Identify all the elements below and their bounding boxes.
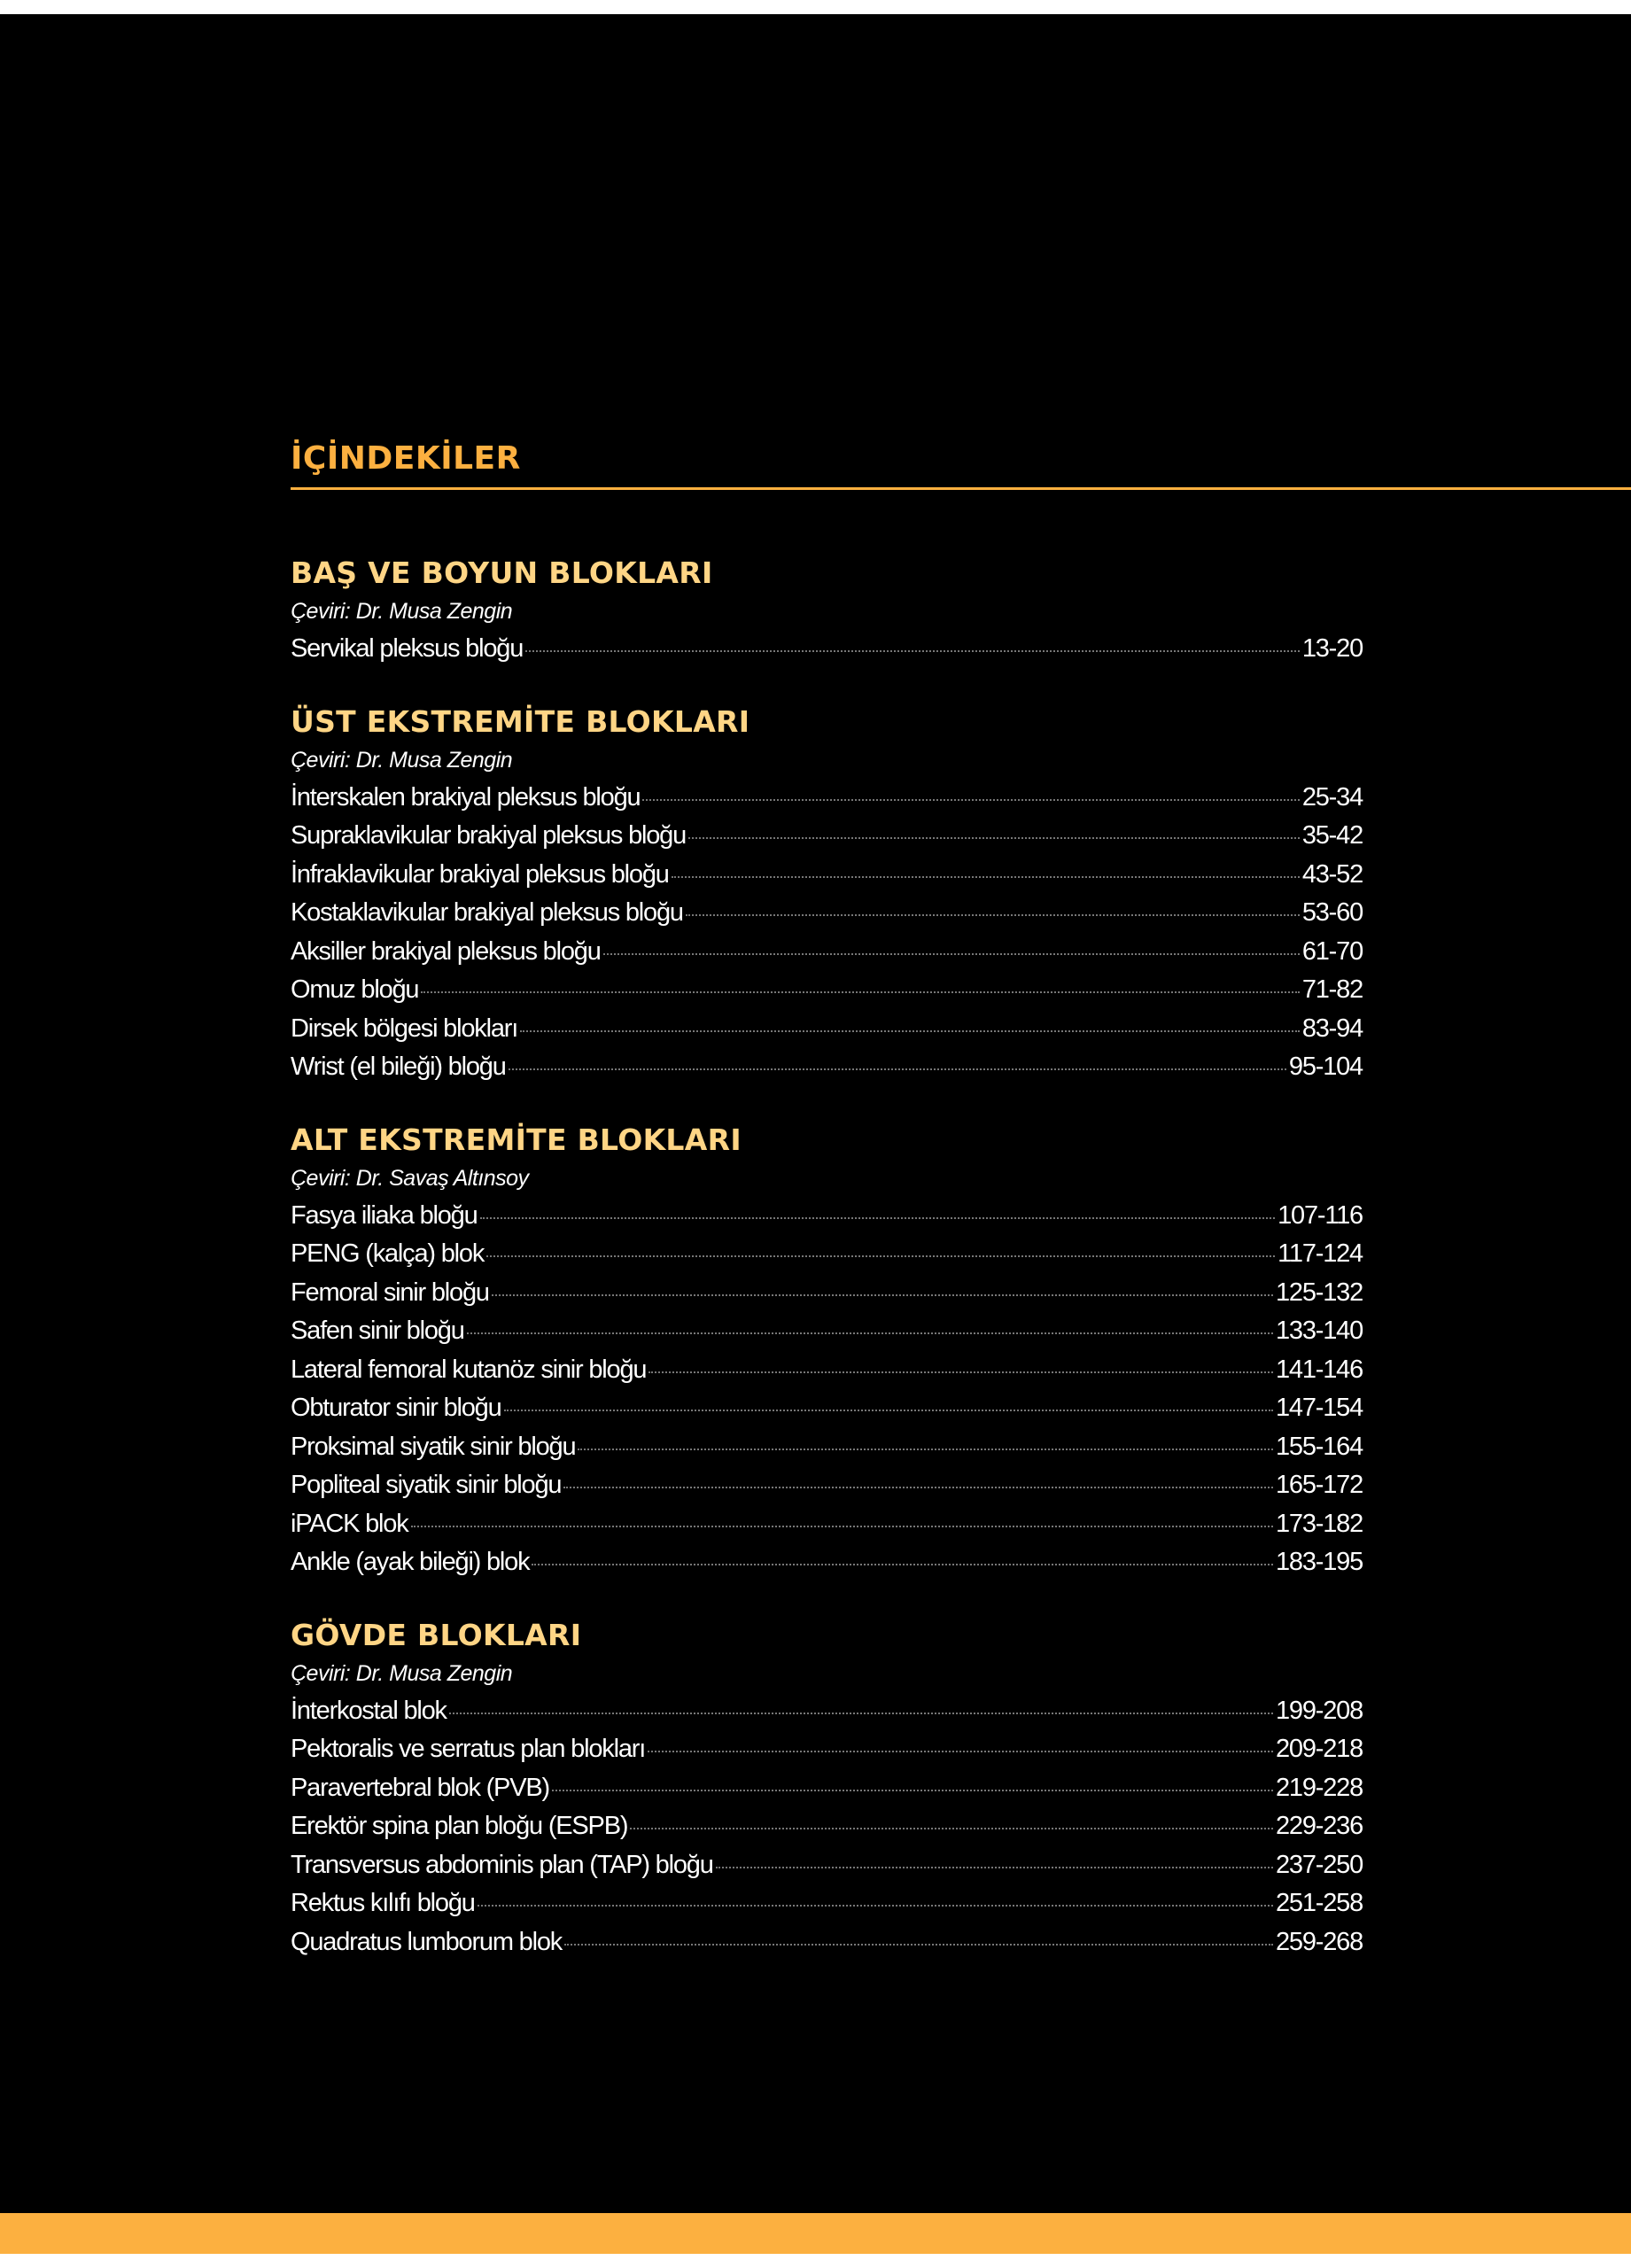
toc-entry-title: Safen sinir bloğu bbox=[291, 1317, 464, 1345]
toc-entry-title: İnfraklavikular brakiyal pleksus bloğu bbox=[291, 859, 669, 889]
dot-leader bbox=[449, 1713, 1273, 1714]
toc-entry-pages: 251-258 bbox=[1275, 1889, 1363, 1917]
dot-leader bbox=[688, 837, 1300, 839]
toc-entry-pages: 125-132 bbox=[1275, 1278, 1363, 1307]
toc-entry-pages: 133-140 bbox=[1275, 1317, 1363, 1345]
toc-entry-title: Ankle (ayak bileği) blok bbox=[291, 1548, 530, 1576]
toc-entry-pages: 259-268 bbox=[1275, 1927, 1363, 1956]
toc-entry-title: Wrist (el bileği) bloğu bbox=[291, 1052, 506, 1081]
toc-entry-title: Supraklavikular brakiyal pleksus bloğu bbox=[291, 821, 687, 850]
toc-entry-pages: 71-82 bbox=[1301, 975, 1363, 1004]
toc-entry-title: Servikal pleksus bloğu bbox=[291, 634, 524, 663]
footer-accent-band bbox=[0, 2213, 1631, 2254]
section-heading: ALT EKSTREMİTE BLOKLARI bbox=[291, 1122, 742, 1157]
toc-entry-pages: 237-250 bbox=[1275, 1850, 1363, 1879]
title-underline bbox=[291, 487, 1631, 490]
toc-entry-pages: 183-195 bbox=[1275, 1548, 1363, 1576]
toc-entry-title: Paravertebral blok (PVB) bbox=[291, 1773, 549, 1802]
dot-leader bbox=[525, 650, 1300, 652]
toc-entry-pages: 155-164 bbox=[1275, 1432, 1363, 1461]
dot-leader bbox=[478, 1905, 1273, 1907]
dot-leader bbox=[492, 1294, 1273, 1296]
toc-entry-title: Dirsek bölgesi blokları bbox=[291, 1014, 518, 1043]
toc-entry-pages: 173-182 bbox=[1275, 1509, 1363, 1538]
dot-leader bbox=[649, 1371, 1273, 1373]
toc-entry[interactable] bbox=[291, 1697, 1363, 1736]
toc-entry-title: Proksimal siyatik sinir bloğu bbox=[291, 1432, 576, 1461]
dot-leader bbox=[504, 1410, 1273, 1411]
section-heading: ÜST EKSTREMİTE BLOKLARI bbox=[291, 703, 750, 739]
toc-entry-pages: 25-34 bbox=[1301, 782, 1363, 812]
toc-entry-title: Rektus kılıfı bloğu bbox=[291, 1889, 475, 1917]
dot-leader bbox=[642, 799, 1299, 801]
table-of-contents bbox=[291, 551, 1363, 1992]
toc-entry-pages: 147-154 bbox=[1275, 1394, 1363, 1422]
toc-entry[interactable] bbox=[291, 1278, 1363, 1317]
toc-section bbox=[291, 1613, 1363, 1967]
toc-entry-title: Transversus abdominis plan (TAP) bloğu bbox=[291, 1850, 713, 1879]
dot-leader bbox=[520, 1030, 1300, 1032]
toc-entry-title: Femoral sinir bloğu bbox=[291, 1278, 489, 1307]
toc-entry-title: İnterskalen brakiyal pleksus bloğu bbox=[291, 782, 641, 812]
toc-entry-pages: 61-70 bbox=[1301, 936, 1363, 966]
dot-leader bbox=[578, 1449, 1273, 1450]
dot-leader bbox=[630, 1828, 1273, 1829]
toc-entry-pages: 141-146 bbox=[1275, 1355, 1363, 1384]
toc-entry-title: Pektoralis ve serratus plan blokları bbox=[291, 1735, 646, 1763]
toc-entry[interactable] bbox=[291, 1239, 1363, 1278]
translator-credit: Çeviri: Dr. Musa Zengin bbox=[291, 747, 513, 773]
dot-leader bbox=[509, 1068, 1286, 1070]
toc-entry-pages: 219-228 bbox=[1275, 1773, 1363, 1802]
dot-leader bbox=[563, 1487, 1273, 1488]
toc-entry[interactable] bbox=[291, 937, 1363, 976]
toc-section bbox=[291, 1118, 1363, 1587]
toc-entry-title: Lateral femoral kutanöz sinir bloğu bbox=[291, 1355, 647, 1384]
toc-entry-pages: 165-172 bbox=[1275, 1471, 1363, 1499]
toc-entry-pages: 43-52 bbox=[1301, 859, 1363, 889]
dot-leader bbox=[603, 953, 1300, 955]
translator-credit: Çeviri: Dr. Savaş Altınsoy bbox=[291, 1165, 529, 1191]
toc-entry[interactable] bbox=[291, 1851, 1363, 1890]
page-title: İÇİNDEKİLER bbox=[291, 440, 521, 477]
toc-entry[interactable] bbox=[291, 1889, 1363, 1928]
toc-entry[interactable] bbox=[291, 1052, 1363, 1091]
toc-entry-title: Omuz bloğu bbox=[291, 975, 419, 1004]
toc-entry-pages: 107-116 bbox=[1278, 1200, 1363, 1230]
toc-entry[interactable] bbox=[291, 1433, 1363, 1472]
dot-leader bbox=[467, 1332, 1273, 1334]
toc-entry-pages: 53-60 bbox=[1301, 898, 1363, 927]
toc-entry[interactable] bbox=[291, 634, 1363, 673]
toc-entry-list bbox=[291, 634, 1363, 673]
dot-leader bbox=[486, 1255, 1275, 1257]
toc-entry-pages: 199-208 bbox=[1275, 1696, 1363, 1725]
toc-entry-title: Fasya iliaka bloğu bbox=[291, 1200, 478, 1230]
toc-entry-pages: 13-20 bbox=[1301, 634, 1363, 663]
dot-leader bbox=[411, 1526, 1273, 1527]
toc-entry-list bbox=[291, 1697, 1363, 1967]
toc-entry[interactable] bbox=[291, 1812, 1363, 1851]
toc-entry-list bbox=[291, 783, 1363, 1091]
dot-leader bbox=[480, 1217, 1276, 1219]
dot-leader bbox=[421, 991, 1299, 993]
dot-leader bbox=[564, 1944, 1273, 1946]
section-heading: BAŞ VE BOYUN BLOKLARI bbox=[291, 555, 713, 590]
dot-leader bbox=[716, 1867, 1273, 1868]
toc-entry-pages: 95-104 bbox=[1288, 1052, 1363, 1081]
toc-entry[interactable] bbox=[291, 1355, 1363, 1394]
toc-entry[interactable] bbox=[291, 1394, 1363, 1433]
dot-leader bbox=[672, 876, 1300, 878]
toc-entry[interactable] bbox=[291, 1014, 1363, 1053]
toc-entry[interactable] bbox=[291, 898, 1363, 937]
toc-entry[interactable] bbox=[291, 1548, 1363, 1587]
toc-entry-pages: 35-42 bbox=[1301, 821, 1363, 850]
toc-entry-title: Kostaklavikular brakiyal pleksus bloğu bbox=[291, 898, 683, 927]
dot-leader bbox=[648, 1751, 1273, 1752]
toc-entry-pages: 117-124 bbox=[1278, 1239, 1363, 1268]
toc-entry[interactable] bbox=[291, 975, 1363, 1014]
dot-leader bbox=[552, 1790, 1273, 1791]
toc-entry-title: PENG (kalça) blok bbox=[291, 1239, 485, 1268]
toc-entry[interactable] bbox=[291, 783, 1363, 822]
toc-entry-title: Popliteal siyatik sinir bloğu bbox=[291, 1471, 562, 1499]
translator-credit: Çeviri: Dr. Musa Zengin bbox=[291, 599, 513, 624]
toc-entry[interactable] bbox=[291, 1201, 1363, 1240]
section-heading: GÖVDE BLOKLARI bbox=[291, 1617, 582, 1652]
toc-entry-pages: 209-218 bbox=[1275, 1735, 1363, 1763]
toc-entry-pages: 229-236 bbox=[1275, 1812, 1363, 1840]
toc-entry[interactable] bbox=[291, 1735, 1363, 1774]
toc-entry[interactable] bbox=[291, 1510, 1363, 1549]
document-page bbox=[0, 14, 1631, 2254]
toc-entry-title: Aksiller brakiyal pleksus bloğu bbox=[291, 936, 601, 966]
toc-entry-title: Erektör spina plan bloğu (ESPB) bbox=[291, 1812, 628, 1840]
toc-entry-title: İnterkostal blok bbox=[291, 1696, 447, 1725]
dot-leader bbox=[686, 914, 1300, 916]
toc-entry[interactable] bbox=[291, 821, 1363, 860]
toc-entry[interactable] bbox=[291, 1774, 1363, 1813]
toc-entry-title: Quadratus lumborum blok bbox=[291, 1927, 563, 1956]
toc-entry[interactable] bbox=[291, 1928, 1363, 1967]
toc-entry[interactable] bbox=[291, 860, 1363, 899]
toc-entry-title: iPACK blok bbox=[291, 1509, 408, 1538]
toc-entry-pages: 83-94 bbox=[1301, 1014, 1363, 1043]
toc-section bbox=[291, 700, 1363, 1091]
translator-credit: Çeviri: Dr. Musa Zengin bbox=[291, 1660, 513, 1686]
toc-entry-title: Obturator sinir bloğu bbox=[291, 1394, 501, 1422]
toc-entry[interactable] bbox=[291, 1471, 1363, 1510]
dot-leader bbox=[532, 1564, 1273, 1565]
toc-entry-list bbox=[291, 1201, 1363, 1587]
toc-entry[interactable] bbox=[291, 1317, 1363, 1355]
toc-section bbox=[291, 551, 1363, 673]
